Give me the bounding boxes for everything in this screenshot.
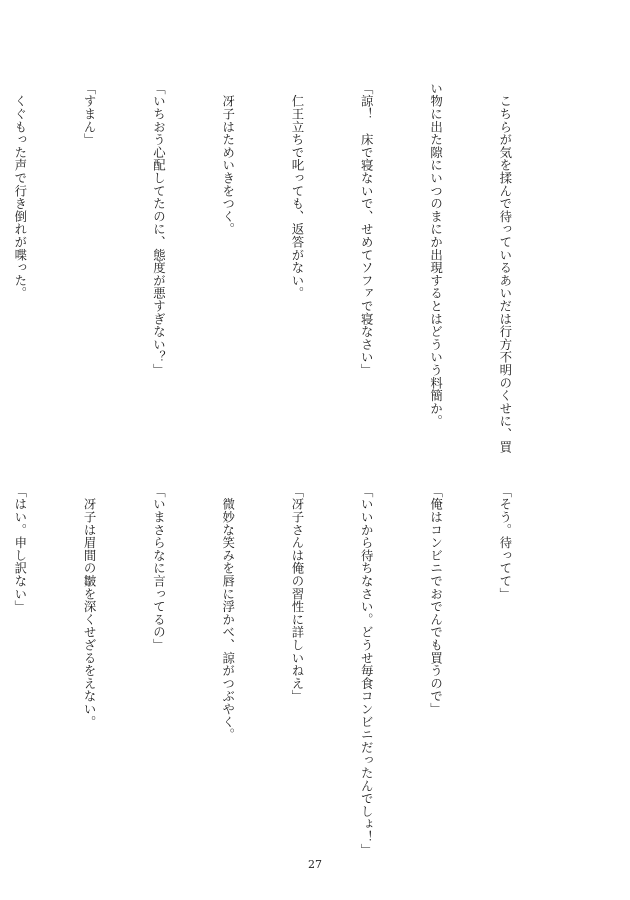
text-line: 「そう。待ってて」 bbox=[497, 485, 513, 601]
page-number: 27 bbox=[308, 858, 322, 871]
text-line: 冴子はためいきをつく。 bbox=[220, 82, 236, 236]
text-line: 「いちおう心配してたのに、態度が悪すぎない？」 bbox=[151, 82, 167, 377]
text-line: い物に出た隙にいつのまにか出現するとはどういう料簡か。 bbox=[428, 82, 444, 428]
text-line: くぐもった声で行き倒れが喋った。 bbox=[12, 82, 28, 300]
text-line: 「いまさらなに言ってるの」 bbox=[151, 485, 167, 652]
text-line: 「いいから待ちなさい。どうせ毎食コンビニだったんでしょ！」 bbox=[359, 485, 375, 857]
text-line: こちらが気を揉んで待っているあいだは行方不明のくせに、買 bbox=[497, 82, 513, 454]
text-line: 「はい。申し訳ない」 bbox=[12, 485, 28, 613]
text-block-lower bbox=[0, 485, 563, 860]
text-line: 「諒！ 床で寝ないで、せめてソファで寝なさい」 bbox=[359, 82, 375, 377]
text-line: 「俺はコンビニでおでんでも買うので」 bbox=[428, 485, 444, 716]
text-block-upper bbox=[0, 82, 563, 457]
text-line: 「すまん」 bbox=[82, 82, 98, 146]
text-line: 「冴子さんは俺の習性に詳しいねえ」 bbox=[289, 485, 305, 703]
text-line: 冴子は眉間の皺を深くせざるをえない。 bbox=[82, 485, 98, 729]
text-line: 微妙な笑みを唇に浮かべ、諒がつぶやく。 bbox=[220, 485, 236, 741]
text-line: 仁王立ちで叱っても、返答がない。 bbox=[289, 82, 305, 300]
